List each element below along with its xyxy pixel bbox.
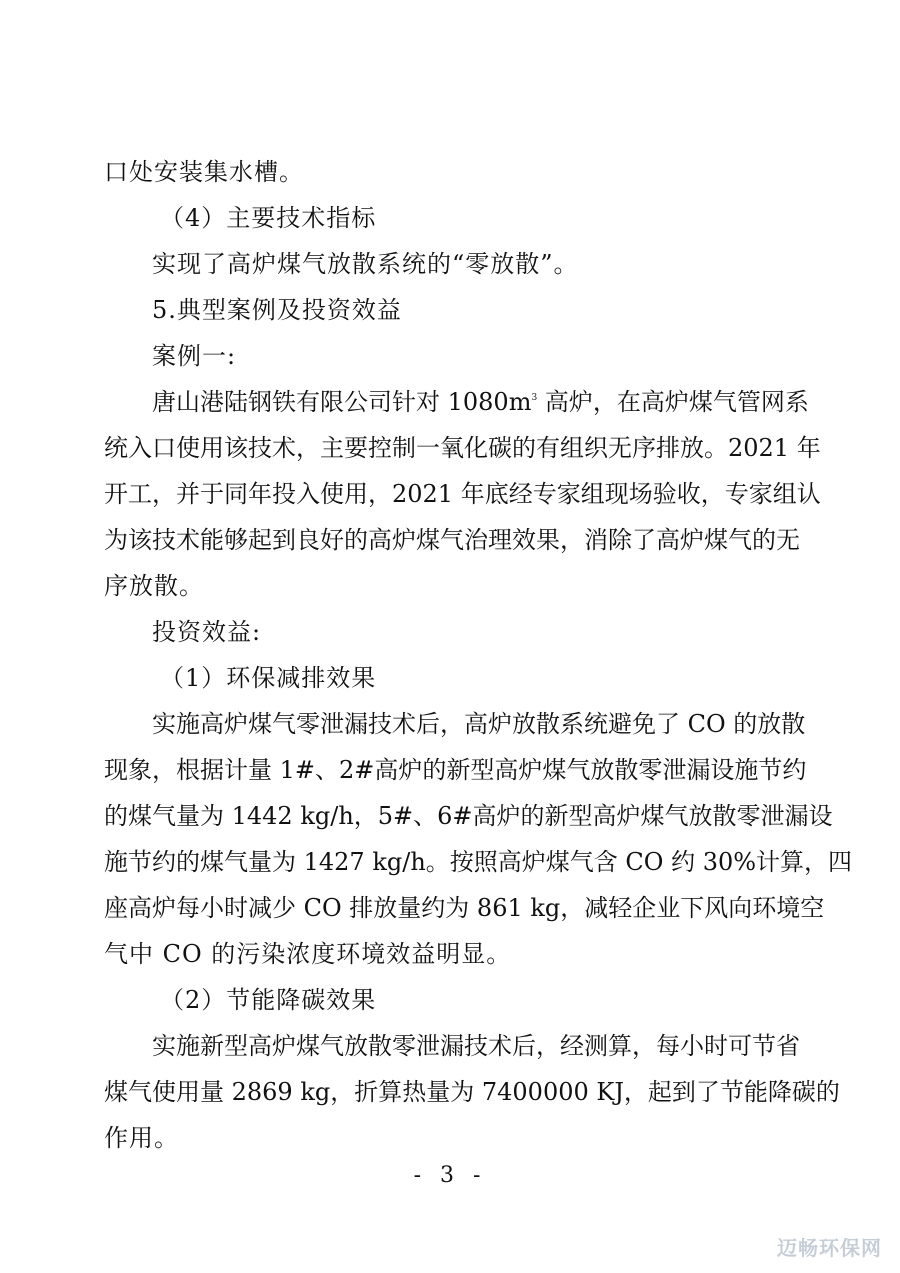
body-line: 气中 CO 的污染浓度环境效益明显。	[104, 940, 512, 968]
page-number: - 3 -	[413, 1163, 487, 1188]
text-fragment: 高炉，在高炉煤气管网系	[537, 388, 809, 416]
body-line: 实施高炉煤气零泄漏技术后，高炉放散系统避免了 CO 的放散	[152, 710, 806, 738]
text-fragment: 唐山港陆钢铁有限公司针对 1080m	[152, 388, 532, 416]
text-fragment	[152, 384, 809, 420]
body-line: 作用。	[104, 1124, 179, 1152]
section-heading: （2）节能降碳效果	[160, 986, 377, 1014]
body-line: 现象，根据计量 1#、2#高炉的新型高炉煤气放散零泄漏设施节约	[104, 756, 807, 784]
body-line: 统入口使用该技术，主要控制一氧化碳的有组织无序排放。2021 年	[104, 434, 821, 462]
watermark: 迈畅环保网	[777, 1236, 882, 1260]
body-line	[152, 384, 809, 420]
section-heading: （4）主要技术指标	[160, 204, 377, 232]
body-line: 的煤气量为 1442 kg/h，5#、6#高炉的新型高炉煤气放散零泄漏设	[104, 802, 833, 830]
body-line: 煤气使用量 2869 kg，折算热量为 7400000 KJ，起到了节能降碳的	[104, 1078, 840, 1106]
body-line: 序放散。	[104, 572, 204, 600]
body-line: 口处安装集水槽。	[104, 158, 304, 186]
section-heading: 5.典型案例及投资效益	[152, 296, 402, 324]
body-line: 实现了高炉煤气放散系统的“零放散”。	[152, 250, 579, 278]
body-line: 座高炉每小时减少 CO 排放量约为 861 kg，减轻企业下风向环境空	[104, 894, 825, 922]
body-line: 实施新型高炉煤气放散零泄漏技术后，经测算，每小时可节省	[152, 1032, 800, 1060]
superscript: 3	[531, 393, 538, 403]
body-line: 施节约的煤气量为 1427 kg/h。按照高炉煤气含 CO 约 30%计算，四	[104, 848, 853, 876]
body-line: 开工，并于同年投入使用，2021 年底经专家组现场验收，专家组认	[104, 480, 821, 508]
section-heading: （1）环保减排效果	[160, 664, 377, 692]
body-line: 案例一:	[152, 342, 237, 370]
section-heading: 投资效益:	[152, 618, 262, 646]
body-line: 为该技术能够起到良好的高炉煤气治理效果，消除了高炉煤气的无	[104, 526, 800, 554]
